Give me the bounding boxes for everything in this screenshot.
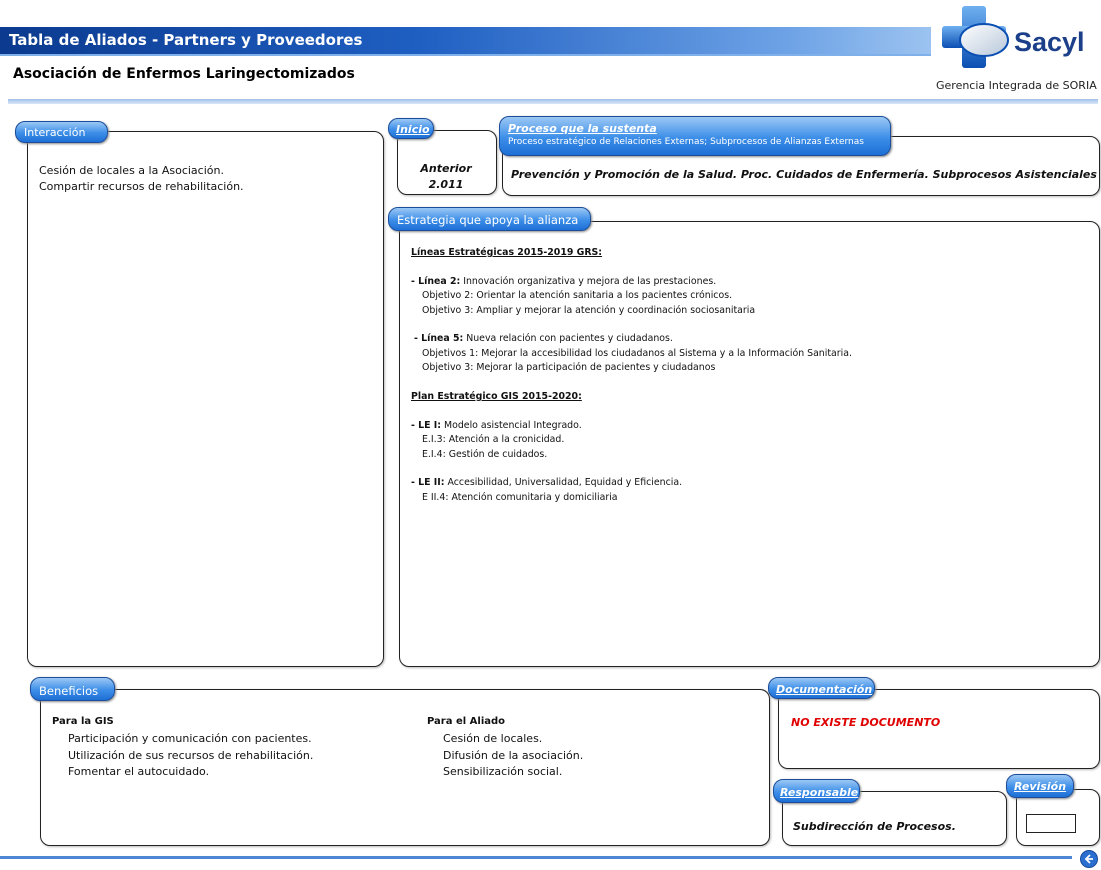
linea-5-head: - Línea 5: [414,333,464,345]
page-title: Tabla de Aliados - Partners y Proveedores [9,31,363,49]
list-item: Sensibilización social. [443,765,563,778]
inicio-value-line1: Anterior [420,162,472,175]
documentacion-panel [778,689,1100,769]
list-item: Cesión de locales. [443,732,543,745]
linea-2 [411,275,1091,289]
le-1-item: E.I.4: Gestión de cuidados. [422,448,548,460]
documentacion-tab[interactable] [768,677,875,699]
footer-line [0,856,1072,859]
linea-2-obj: Objetivo 3: Ampliar y mejorar la atención y coordinación sociosanitaria [422,304,756,316]
interaccion-tab [15,121,108,143]
interaccion-content [39,163,244,195]
proceso-label[interactable]: Proceso que la sustenta [508,122,657,135]
le-1 [411,419,1091,433]
responsable-label[interactable]: Responsable [780,786,859,799]
inicio-label[interactable]: Inicio [396,123,430,136]
le-2-text: Accesibilidad, Universalidad, Equidad y Eficiencia. [444,477,683,489]
linea-2-obj: Objetivo 2: Orientar la atención sanitaria a los pacientes crónicos. [422,290,733,302]
title-bar [0,27,931,54]
back-arrow-icon[interactable] [1080,850,1098,868]
interaccion-line: Cesión de locales a la Asociación. [39,164,224,177]
sacyl-cross-logo-icon [940,4,1100,76]
inicio-value [397,161,495,193]
sacyl-logo [940,4,1100,76]
proceso-tab[interactable] [499,116,891,156]
list-item: Utilización de sus recursos de rehabilitación. [68,748,314,762]
revision-tab[interactable] [1006,774,1074,798]
linea-5-obj: Objetivo 3: Mejorar la participación de pacientes y ciudadanos [422,362,716,374]
beneficios-aliado-list [443,731,583,781]
plan-title: Plan Estratégico GIS 2015-2020: [411,391,582,403]
list-item: Participación y comunicación con pacientes. [68,732,312,745]
estrategia-label: Estrategia que apoya la alianza [397,213,579,227]
linea-2-head: - Línea 2: [411,275,461,287]
beneficios-label: Beneficios [39,684,99,698]
interaccion-panel [27,131,384,667]
linea-5-text: Nueva relación con pacientes y ciudadanos. [463,333,673,345]
le-2 [411,476,1091,490]
inicio-tab[interactable] [388,118,434,139]
lineas-title: Líneas Estratégicas 2015-2019 GRS: [411,247,603,258]
header-separator [8,99,1098,104]
linea-5-obj: Objetivos 1: Mejorar la accesibilidad los ciudadanos al Sistema y a la Información Sanitaria. [422,347,852,359]
list-item: Fomentar el autocuidado. [68,765,210,778]
beneficios-gis-list [68,731,313,781]
proceso-sublabel: Proceso estratégico de Relaciones Externas; Subprocesos de Alianzas Externas [508,137,864,147]
inicio-value-line2: 2.011 [428,178,464,191]
beneficios-tab [30,677,115,701]
interaccion-label: Interacción [24,126,86,139]
documentacion-label[interactable]: Documentación [776,683,873,696]
responsable-tab[interactable] [773,779,860,803]
estrategia-content [411,246,1091,505]
page-subtitle: Asociación de Enfermos Laringectomizados [13,66,355,82]
le-1-item: E.I.3: Atención a la cronicidad. [422,434,565,446]
documentacion-value: NO EXISTE DOCUMENTO [791,716,941,729]
revision-label[interactable]: Revisión [1014,780,1067,793]
organization-name: Gerencia Integrada de SORIA [936,79,1097,92]
le-1-head: - LE I: [411,419,442,431]
proceso-value: Prevención y Promoción de la Salud. Proc. Cuidados de Enfermería. Subprocesos Asistenciales [511,168,1097,181]
beneficios-gis-title: Para la GIS [52,716,114,727]
interaccion-line: Compartir recursos de rehabilitación. [39,180,244,193]
linea-2-text: Innovación organizativa y mejora de las prestaciones. [460,275,717,287]
estrategia-tab [388,207,591,231]
le-2-head: - LE II: [411,477,445,489]
linea-5 [411,332,1091,346]
list-item: Difusión de la asociación. [443,748,584,762]
title-underline [0,54,931,56]
le-2-item: E II.4: Atención comunitaria y domiciliaria [422,491,618,503]
le-1-text: Modelo asistencial Integrado. [441,419,582,431]
beneficios-aliado-title: Para el Aliado [427,716,506,727]
logo-text: Sacyl [1014,27,1085,57]
revision-field [1026,814,1076,833]
responsable-value: Subdirección de Procesos. [793,820,956,833]
